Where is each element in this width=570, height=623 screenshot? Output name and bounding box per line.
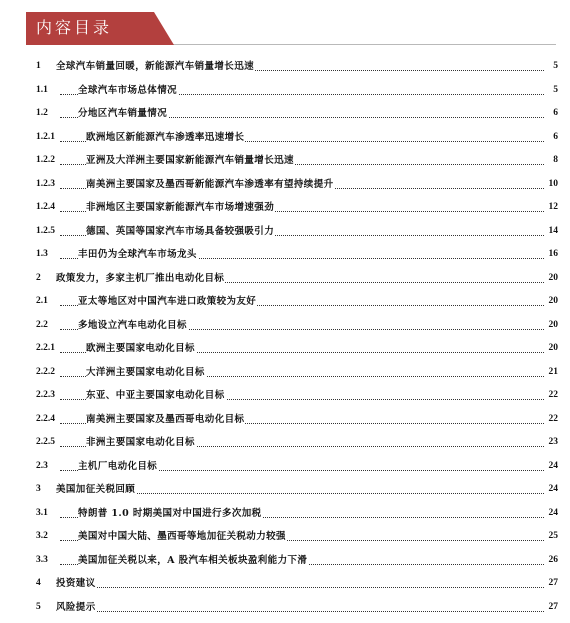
toc-entry[interactable]	[0, 79, 570, 103]
toc-entry-page: 6	[544, 126, 558, 150]
page-title: 内容目录	[36, 18, 113, 37]
toc-entry-number: 3	[36, 484, 41, 494]
toc-entry-title[interactable]: 南美洲主要国家及墨西哥新能源汽车渗透率有望持续提升	[86, 173, 335, 197]
toc-dot-leader	[60, 587, 544, 588]
toc-entry[interactable]	[0, 149, 570, 173]
toc-entry-title[interactable]: 全球汽车市场总体情况	[78, 79, 178, 103]
toc-entry-number: 2.2.3	[36, 390, 55, 400]
toc-entry-number: 2.2	[36, 319, 48, 330]
toc-entry-page: 24	[544, 502, 558, 526]
toc-entry-number: 1.2.4	[36, 202, 55, 212]
toc-entry-number: 1.2.3	[36, 178, 55, 189]
toc-entry-number: 3.3	[36, 554, 48, 565]
toc-entry-title[interactable]: 分地区汽车销量情况	[78, 102, 168, 126]
toc-entry-page: 20	[544, 337, 558, 361]
toc-entry-page: 20	[544, 267, 558, 291]
toc-entry-page: 20	[544, 314, 558, 338]
toc-entry[interactable]	[0, 549, 570, 573]
toc-entry-title[interactable]: 政策发力，多家主机厂推出电动化目标	[56, 267, 225, 291]
toc-entry-page: 24	[544, 478, 558, 502]
toc-entry[interactable]	[0, 55, 570, 79]
toc-entry[interactable]	[0, 455, 570, 479]
toc-entry-title[interactable]: 亚太等地区对中国汽车进口政策较为友好	[78, 290, 257, 314]
toc-dot-leader	[60, 611, 544, 612]
toc-entry[interactable]	[0, 502, 570, 526]
toc-entry[interactable]	[0, 596, 570, 620]
toc-entry-number: 2	[36, 272, 41, 283]
toc-entry-page: 14	[544, 220, 558, 244]
toc-entry-number: 1.2.5	[36, 225, 55, 236]
toc-entry-page: 27	[544, 596, 558, 620]
toc-entry-number: 1.2.2	[36, 155, 55, 165]
toc-entry[interactable]	[0, 196, 570, 220]
toc-entry-title[interactable]: 美国对中国大陆、墨西哥等地加征关税动力较强	[78, 525, 287, 549]
toc-entry-number: 2.2.5	[36, 437, 55, 447]
toc-entry[interactable]	[0, 337, 570, 361]
toc-entry[interactable]	[0, 290, 570, 314]
toc-entry-title[interactable]: 多地设立汽车电动化目标	[78, 314, 188, 338]
toc-entry-page: 27	[544, 572, 558, 596]
toc-entry-page: 5	[544, 55, 558, 79]
toc-entry-title[interactable]: 德国、英国等国家汽车市场具备较强吸引力	[86, 220, 275, 244]
toc-entry-number: 1.3	[36, 249, 48, 259]
toc-entry[interactable]	[0, 572, 570, 596]
toc-entry-page: 25	[544, 525, 558, 549]
toc-entry[interactable]	[0, 102, 570, 126]
toc-entry-page: 24	[544, 455, 558, 479]
toc-entry[interactable]	[0, 220, 570, 244]
toc-entry-number: 2.2.4	[36, 413, 55, 424]
toc-entry-title[interactable]: 全球汽车销量回暖，新能源汽车销量增长迅速	[56, 55, 255, 79]
toc-entry-number: 4	[36, 578, 41, 588]
toc-entry-title[interactable]: 非洲地区主要国家新能源汽车市场增速强劲	[86, 196, 275, 220]
toc-entry-number: 2.2.2	[36, 366, 55, 377]
toc-entry[interactable]	[0, 525, 570, 549]
toc-entry-title[interactable]: 欧洲主要国家电动化目标	[86, 337, 196, 361]
toc-entry-title[interactable]: 亚洲及大洋洲主要国家新能源汽车销量增长迅速	[86, 149, 295, 173]
toc-entry-number: 3.1	[36, 507, 48, 518]
toc-entry-page: 16	[544, 243, 558, 267]
toc-entry-title[interactable]: 南美洲主要国家及墨西哥电动化目标	[86, 408, 245, 432]
toc-entry-number: 5	[36, 601, 41, 612]
toc-entry-title[interactable]: 美国加征关税以来，A 股汽车相关板块盈利能力下滑	[78, 549, 308, 573]
toc-entry-number: 2.1	[36, 296, 48, 306]
toc-entry[interactable]	[0, 431, 570, 455]
toc-entry-page: 23	[544, 431, 558, 455]
toc-header	[26, 12, 556, 46]
toc-entry[interactable]	[0, 408, 570, 432]
toc-entry-number: 1.2.1	[36, 131, 55, 142]
toc-entry-page: 6	[544, 102, 558, 126]
toc-entry-page: 10	[544, 173, 558, 197]
toc-entry-page: 21	[544, 361, 558, 385]
toc-entry-title[interactable]: 大洋洲主要国家电动化目标	[86, 361, 206, 385]
toc-entry-title[interactable]: 主机厂电动化目标	[78, 455, 158, 479]
toc-entry-title[interactable]: 东亚、中亚主要国家电动化目标	[86, 384, 226, 408]
toc-entry-title[interactable]: 投资建议	[56, 572, 97, 596]
toc-entry-page: 12	[544, 196, 558, 220]
toc-entry-title[interactable]: 特朗普 1.0 时期美国对中国进行多次加税	[78, 502, 263, 526]
toc-entry-page: 22	[544, 384, 558, 408]
toc-entry-page: 5	[544, 79, 558, 103]
toc-entry-number: 1.1	[36, 84, 48, 95]
toc-entry-page: 22	[544, 408, 558, 432]
toc-entry[interactable]	[0, 384, 570, 408]
toc-entry-title[interactable]: 丰田仍为全球汽车市场龙头	[78, 243, 198, 267]
toc-entry[interactable]	[0, 314, 570, 338]
toc-entry-number: 1	[36, 61, 41, 71]
toc-entry-title[interactable]: 风险提示	[56, 596, 97, 620]
toc-entry-title[interactable]: 非洲主要国家电动化目标	[86, 431, 196, 455]
toc-entry-number: 3.2	[36, 531, 48, 541]
toc-entry[interactable]	[0, 478, 570, 502]
toc-entry[interactable]	[0, 267, 570, 291]
toc-entry[interactable]	[0, 361, 570, 385]
toc-entry-number: 2.3	[36, 460, 48, 471]
table-of-contents	[0, 55, 570, 619]
toc-entry-title[interactable]: 美国加征关税回顾	[56, 478, 136, 502]
toc-entry[interactable]	[0, 243, 570, 267]
toc-entry-page: 20	[544, 290, 558, 314]
toc-entry[interactable]	[0, 126, 570, 150]
toc-entry-page: 26	[544, 549, 558, 573]
toc-entry-number: 2.2.1	[36, 343, 55, 353]
toc-entry[interactable]	[0, 173, 570, 197]
toc-entry-number: 1.2	[36, 108, 48, 118]
toc-entry-page: 8	[544, 149, 558, 173]
toc-entry-title[interactable]: 欧洲地区新能源汽车渗透率迅速增长	[86, 126, 245, 150]
